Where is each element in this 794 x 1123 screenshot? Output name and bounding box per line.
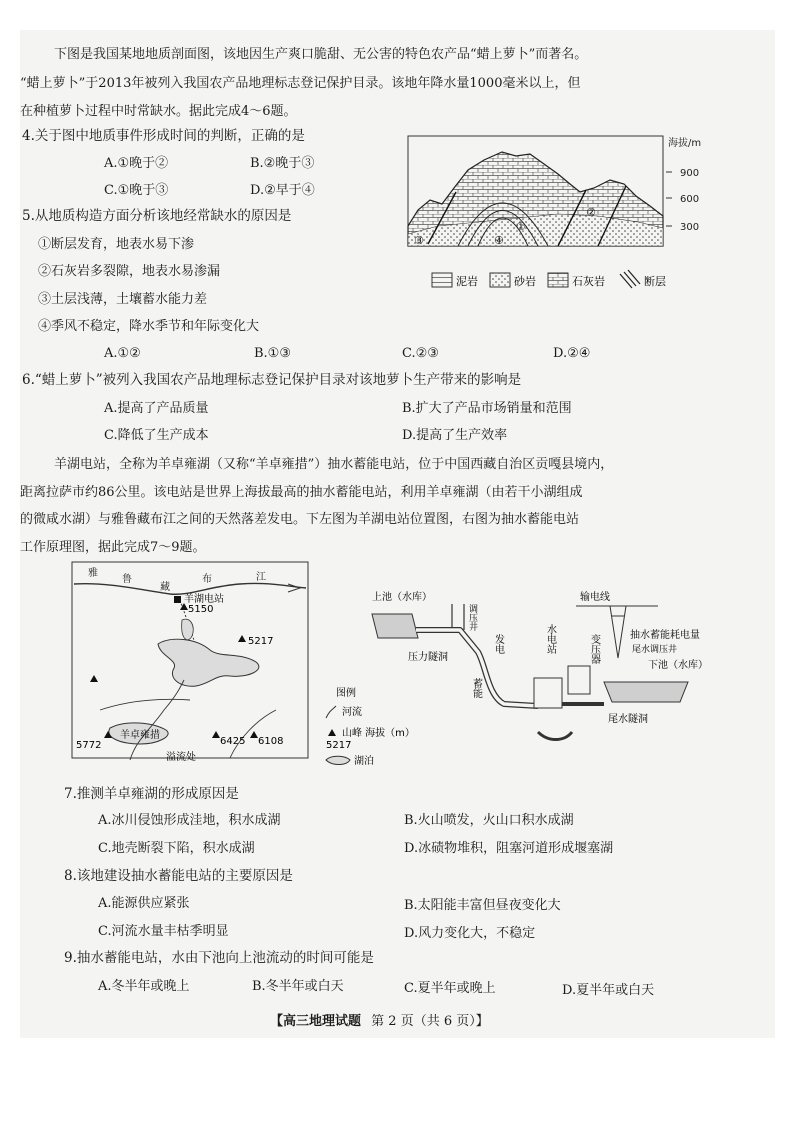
peak-5772: 5772 <box>76 740 102 751</box>
q8-option-c[interactable]: C.河流水量丰枯季明显 <box>98 924 229 939</box>
geologic-section-figure <box>398 130 718 295</box>
lower-pool-label: 下池（水库） <box>648 660 708 671</box>
legend-peak-value: 5217 <box>326 740 352 751</box>
q7-option-c[interactable]: C.地壳断裂下陷，积水成湖 <box>98 841 255 856</box>
legend-sandstone-swatch <box>490 273 510 287</box>
q5-option-c[interactable]: C.②③ <box>402 346 439 361</box>
q4-stem: 4.关于图中地质事件形成时间的判断，正确的是 <box>22 128 305 144</box>
q9-option-c[interactable]: C.夏半年或晚上 <box>404 981 496 996</box>
legend-title: 图例 <box>336 688 356 699</box>
q7-option-b[interactable]: B.火山喷发，火山口积水成湖 <box>404 813 574 828</box>
yarlung-river <box>74 583 306 594</box>
peak-5217: 5217 <box>248 636 274 647</box>
legend-limestone: 石灰岩 <box>572 275 605 288</box>
river-char-2: 鲁 <box>122 574 132 585</box>
legend-peak: 山峰 海拔（m） <box>342 728 415 739</box>
q5-statement-1: ①断层发育，地表水易下渗 <box>38 237 195 252</box>
q7-option-d[interactable]: D.冰碛物堆积，阻塞河道形成堰塞湖 <box>404 841 614 856</box>
consume-label: 抽水蓄能耗电量 <box>630 630 700 641</box>
legend-river: 河流 <box>342 707 362 718</box>
q5-option-a[interactable]: A.①② <box>104 346 141 361</box>
q5-statement-2: ②石灰岩多裂隙，地表水易渗漏 <box>38 264 221 279</box>
q9-option-b[interactable]: B.冬半年或白天 <box>252 979 344 994</box>
legend-sandstone: 砂岩 <box>514 275 536 288</box>
tributary-3 <box>100 699 190 710</box>
hydro-station-label: 水电站 <box>544 624 556 654</box>
legend-river-symbol <box>326 706 336 718</box>
legend-fault-symbol <box>620 270 640 288</box>
tail-surge-label: 尾水调压井 <box>632 645 678 655</box>
q5-stem: 5.从地质构造方面分析该地经常缺水的原因是 <box>22 208 292 224</box>
intro2-line-4: 工作原理图，据此完成7～9题。 <box>20 540 206 555</box>
q6-stem: 6.“蜡上萝卜”被列入我国农产品地理标志登记保护目录对该地萝卜生产带来的影响是 <box>22 372 522 388</box>
river-char-4: 布 <box>202 574 212 585</box>
pressure-tunnel-label: 压力隧洞 <box>408 652 448 663</box>
q9-option-a[interactable]: A.冬半年或晚上 <box>98 979 190 994</box>
transformer-label: 变压器 <box>588 634 600 664</box>
lower-pool <box>604 682 688 702</box>
upper-pool <box>372 614 418 638</box>
cycle-arrow <box>538 732 572 740</box>
pumped-storage-diagram <box>368 586 750 756</box>
q7-stem: 7.推测羊卓雍湖的形成原因是 <box>64 786 239 802</box>
power-line-label: 输电线 <box>580 592 610 603</box>
transformer <box>568 666 590 694</box>
q5-statement-4: ④季风不稳定，降水季节和年际变化大 <box>38 319 260 334</box>
marker-2: ② <box>586 206 596 219</box>
lake-branch <box>182 619 194 640</box>
tick-900: 900 <box>680 168 700 179</box>
q6-option-b[interactable]: B.扩大了产品市场销量和范围 <box>402 401 572 416</box>
lake-label: 羊卓雍措 <box>120 730 160 741</box>
river-arrow <box>288 584 300 592</box>
intro1-line-1: 下图是我国某地地质剖面图，该地因生产爽口脆甜、无公害的特色农产品“蜡上萝卜”而著名。 <box>54 47 588 62</box>
station-label: 羊湖电站 <box>184 594 224 605</box>
q6-option-d[interactable]: D.提高了生产效率 <box>402 428 508 443</box>
generate-label: 发电 <box>492 634 504 654</box>
tributary-1 <box>130 680 184 760</box>
station-symbol <box>174 596 181 603</box>
q5-option-b[interactable]: B.①③ <box>254 346 291 361</box>
q4-option-a[interactable]: A.①晚于② <box>104 156 169 171</box>
intro2-line-2: 距离拉萨市约86公里。该电站是世界上海拔最高的抽水蓄能电站，利用羊卓雍湖（由若干小湖组成 <box>20 485 583 500</box>
q4-option-c[interactable]: C.①晚于③ <box>104 183 169 198</box>
q8-option-d[interactable]: D.风力变化大，不稳定 <box>404 926 536 941</box>
surge-shaft <box>452 604 464 630</box>
q5-option-d[interactable]: D.②④ <box>553 346 591 361</box>
intro1-line-2: “蜡上萝卜”于2013年被列入我国农产品地理标志登记保护目录。该地年降水量1000毫米以上，但 <box>20 76 581 91</box>
peak-6108: 6108 <box>258 736 284 747</box>
marker-4: ④ <box>494 234 504 247</box>
q7-option-a[interactable]: A.冰川侵蚀形成洼地，积水成湖 <box>98 813 281 828</box>
q8-option-b[interactable]: B.太阳能丰富但昼夜变化大 <box>404 898 561 913</box>
intro1-line-3: 在种植萝卜过程中时常缺水。据此完成4～6题。 <box>20 104 297 119</box>
axis-label: 海拔/m <box>668 138 702 149</box>
river-char-5: 江 <box>256 572 266 583</box>
peak-6425: 6425 <box>220 736 246 747</box>
q4-option-b[interactable]: B.②晚于③ <box>250 156 315 171</box>
legend-lake-symbol <box>326 756 350 764</box>
surge-shaft-label: 调压井 <box>467 604 477 631</box>
legend-mudstone: 泥岩 <box>456 275 478 288</box>
intro2-line-1: 羊湖电站，全称为羊卓雍湖（又称“羊卓雍措”）抽水蓄能电站，位于中国西藏自治区贡嘎县境内， <box>54 457 614 472</box>
q5-statement-3: ③土层浅薄，土壤蓄水能力差 <box>38 292 208 307</box>
store-label: 蓄能 <box>470 678 482 698</box>
q8-option-a[interactable]: A.能源供应紧张 <box>98 896 190 911</box>
page-footer <box>270 1010 489 1029</box>
q6-option-a[interactable]: A.提高了产品质量 <box>104 401 209 416</box>
river-char-1: 雅 <box>88 568 98 579</box>
legend-lake: 湖泊 <box>354 756 374 767</box>
q6-option-c[interactable]: C.降低了生产成本 <box>104 428 209 443</box>
footer-page: 第 2 页（共 6 页）】 <box>371 1014 489 1029</box>
river-char-3: 藏 <box>160 582 170 593</box>
marker-1: ① <box>516 220 526 233</box>
lake-yamdrok <box>158 639 259 686</box>
peak-5150: 5150 <box>188 604 214 615</box>
upper-pool-label: 上池（水库） <box>372 592 432 603</box>
legend-limestone-swatch <box>548 273 568 287</box>
q4-option-d[interactable]: D.②早于④ <box>250 183 315 198</box>
q9-stem: 9.抽水蓄能电站，水由下池向上池流动的时间可能是 <box>64 950 374 966</box>
intro2-line-3: 的微咸水湖）与雅鲁藏布江之间的天然落差发电。下左图为羊湖电站位置图，右图为抽水蓄能电站 <box>20 512 580 527</box>
overflow-label: 溢流处 <box>166 752 196 763</box>
q8-stem: 8.该地建设抽水蓄能电站的主要原因是 <box>64 868 293 884</box>
legend-fault: 断层 <box>644 275 666 288</box>
power-line-tower <box>610 606 626 658</box>
marker-3: ③ <box>414 234 424 247</box>
hydro-station <box>534 678 562 708</box>
tick-300: 300 <box>680 222 700 233</box>
footer-title: 【高三地理试题 <box>270 1014 362 1029</box>
tail-tunnel-label: 尾水隧洞 <box>608 714 648 725</box>
legend-mudstone-swatch <box>432 273 452 287</box>
tick-600: 600 <box>680 194 700 205</box>
q9-option-d[interactable]: D.夏半年或白天 <box>562 983 655 998</box>
